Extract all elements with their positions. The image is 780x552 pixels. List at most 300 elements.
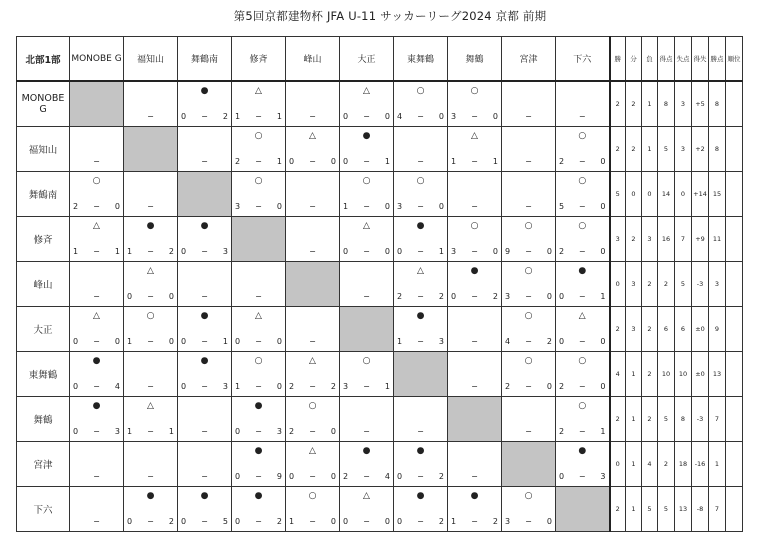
score-left: 1: [289, 517, 295, 526]
score-dash: −: [525, 517, 532, 526]
score-dash: −: [578, 157, 586, 166]
stat-cell: 16: [658, 217, 675, 262]
row-team-header: 福知山: [17, 127, 70, 172]
score-dash: −: [417, 472, 424, 481]
stat-cell: 2: [610, 397, 626, 442]
score-dash: −: [578, 247, 586, 256]
diagonal-cell: [556, 487, 610, 532]
diagonal-cell: [394, 352, 448, 397]
result-mark: ●: [416, 311, 425, 321]
score: [127, 337, 174, 347]
score-dash: −: [363, 202, 370, 211]
score-right: 0: [600, 337, 606, 346]
match-cell: [448, 81, 502, 127]
score: [505, 292, 552, 302]
stat-cell: [726, 487, 743, 532]
not-played-dash: −: [201, 472, 208, 481]
match-cell: [70, 127, 124, 172]
league-table: [16, 36, 743, 532]
score-dash: −: [309, 517, 316, 526]
score-right: 2: [492, 292, 498, 301]
stat-cell: 0: [642, 172, 658, 217]
score-right: 0: [546, 292, 552, 301]
result-mark: △: [309, 446, 316, 456]
result-mark: ○: [524, 221, 533, 231]
match-cell: [340, 397, 394, 442]
match-cell: [448, 442, 502, 487]
match-cell: [232, 127, 286, 172]
match-cell: [394, 397, 448, 442]
result-mark: ●: [362, 446, 371, 456]
score-left: 3: [397, 202, 403, 211]
score-dash: −: [417, 247, 424, 256]
result-mark: ○: [578, 401, 587, 411]
score-left: 1: [127, 337, 133, 346]
row-team-header: MONOBE G: [17, 81, 70, 127]
score-dash: −: [578, 202, 586, 211]
result-mark: △: [309, 131, 316, 141]
score: [181, 337, 228, 347]
not-played-dash: −: [309, 202, 316, 211]
score-left: 0: [343, 517, 349, 526]
not-played-dash: −: [147, 112, 154, 121]
stat-cell: -3: [692, 262, 709, 307]
score-left: 3: [505, 517, 511, 526]
score: [73, 202, 120, 212]
row-team-header: 修斉: [17, 217, 70, 262]
not-played-dash: −: [417, 157, 424, 166]
column-stat-header: 得失: [692, 37, 709, 82]
score-right: 4: [114, 382, 120, 391]
stat-cell: ±0: [692, 352, 709, 397]
score-dash: −: [255, 112, 262, 121]
score-dash: −: [309, 382, 316, 391]
match-cell: [286, 81, 340, 127]
match-cell: [124, 172, 178, 217]
column-team-header: 舞鶴南: [178, 37, 232, 82]
match-cell: [394, 487, 448, 532]
score: [235, 337, 282, 347]
score-dash: −: [255, 337, 262, 346]
not-played-dash: −: [525, 427, 532, 436]
score-dash: −: [471, 292, 478, 301]
score: [451, 112, 498, 122]
match-cell: [70, 352, 124, 397]
stat-cell: 5: [610, 172, 626, 217]
score-dash: −: [147, 517, 154, 526]
match-cell: [178, 217, 232, 262]
not-played-dash: −: [363, 292, 370, 301]
stat-cell: 2: [642, 397, 658, 442]
score: [559, 427, 606, 437]
page-title: 第5回京都建物杯 JFA U-11 サッカーリーグ2024 京都 前期: [233, 9, 547, 23]
not-played-dash: −: [309, 112, 316, 121]
score: [559, 472, 606, 482]
match-cell: [556, 172, 610, 217]
score-dash: −: [525, 337, 532, 346]
match-cell: [124, 81, 178, 127]
score-dash: −: [309, 157, 316, 166]
score: [289, 472, 336, 482]
score: [73, 337, 120, 347]
score-dash: −: [471, 517, 478, 526]
score-right: 3: [438, 337, 444, 346]
score: [505, 382, 552, 392]
stat-cell: -16: [692, 442, 709, 487]
result-mark: ○: [578, 356, 587, 366]
stat-cell: 3: [709, 262, 726, 307]
result-mark: ○: [146, 311, 155, 321]
result-mark: ○: [254, 176, 263, 186]
score-dash: −: [363, 157, 370, 166]
score-left: 2: [397, 292, 403, 301]
score: [235, 472, 282, 482]
result-mark: ○: [470, 86, 479, 96]
column-stat-header: 勝: [610, 37, 626, 82]
score-right: 1: [276, 112, 282, 121]
score-right: 0: [330, 157, 336, 166]
score-right: 0: [330, 427, 336, 436]
score: [451, 517, 498, 527]
match-cell: [502, 217, 556, 262]
result-mark: △: [147, 401, 154, 411]
stat-cell: +5: [692, 81, 709, 127]
result-mark: △: [93, 311, 100, 321]
result-mark: △: [309, 356, 316, 366]
score: [343, 202, 390, 212]
match-cell: [286, 442, 340, 487]
score: [73, 382, 120, 392]
stat-cell: 2: [610, 81, 626, 127]
score-dash: −: [147, 292, 154, 301]
score: [505, 517, 552, 527]
row-team-header: 大正: [17, 307, 70, 352]
result-mark: ○: [308, 401, 317, 411]
score-dash: −: [471, 112, 478, 121]
column-stat-header: 勝点: [709, 37, 726, 82]
match-cell: [178, 81, 232, 127]
match-cell: [286, 307, 340, 352]
stat-cell: [726, 217, 743, 262]
not-played-dash: −: [578, 112, 586, 121]
match-cell: [502, 307, 556, 352]
score-dash: −: [201, 382, 208, 391]
stat-cell: 2: [642, 352, 658, 397]
match-cell: [232, 352, 286, 397]
score: [235, 112, 282, 122]
stat-cell: 3: [626, 262, 642, 307]
score-left: 0: [73, 337, 79, 346]
match-cell: [70, 217, 124, 262]
match-cell: [286, 172, 340, 217]
score-dash: −: [201, 112, 208, 121]
result-mark: △: [147, 266, 154, 276]
table-row: [17, 442, 743, 487]
score: [397, 292, 444, 302]
score-left: 0: [451, 292, 457, 301]
result-mark: ●: [470, 266, 479, 276]
score-left: 2: [559, 157, 565, 166]
score-left: 4: [397, 112, 403, 121]
score-dash: −: [525, 247, 532, 256]
score-dash: −: [255, 382, 262, 391]
result-mark: △: [363, 86, 370, 96]
stat-cell: 2: [658, 442, 675, 487]
score: [397, 472, 444, 482]
stat-cell: 1: [642, 81, 658, 127]
match-cell: [232, 262, 286, 307]
score-right: 0: [276, 202, 282, 211]
not-played-dash: −: [201, 427, 208, 436]
match-cell: [556, 81, 610, 127]
stat-cell: -3: [692, 397, 709, 442]
match-cell: [124, 217, 178, 262]
score: [127, 517, 174, 527]
match-cell: [394, 307, 448, 352]
not-played-dash: −: [417, 427, 424, 436]
match-cell: [502, 397, 556, 442]
score-left: 1: [343, 202, 349, 211]
column-stat-header: 分: [626, 37, 642, 82]
score-left: 3: [451, 112, 457, 121]
result-mark: ●: [200, 221, 209, 231]
match-cell: [340, 127, 394, 172]
score-left: 1: [73, 247, 79, 256]
score-dash: −: [93, 427, 100, 436]
score: [505, 337, 552, 347]
not-played-dash: −: [93, 472, 100, 481]
result-mark: ○: [524, 311, 533, 321]
table-row: [17, 262, 743, 307]
score-dash: −: [471, 157, 478, 166]
match-cell: [502, 262, 556, 307]
score-dash: −: [578, 427, 586, 436]
match-cell: [502, 487, 556, 532]
stat-cell: 2: [626, 127, 642, 172]
score-dash: −: [578, 472, 586, 481]
score-right: 0: [438, 112, 444, 121]
stat-cell: 2: [658, 262, 675, 307]
row-team-header: 下六: [17, 487, 70, 532]
column-team-header: 峰山: [286, 37, 340, 82]
result-mark: ●: [254, 446, 263, 456]
match-cell: [448, 172, 502, 217]
stat-cell: 8: [658, 81, 675, 127]
score-right: 2: [438, 517, 444, 526]
score-left: 0: [397, 472, 403, 481]
stat-cell: 15: [709, 172, 726, 217]
not-played-dash: −: [255, 292, 262, 301]
score-dash: −: [363, 517, 370, 526]
stat-cell: 10: [675, 352, 692, 397]
result-mark: △: [255, 86, 262, 96]
diagonal-cell: [448, 397, 502, 442]
stat-cell: 13: [709, 352, 726, 397]
result-mark: ○: [416, 86, 425, 96]
stat-cell: [726, 127, 743, 172]
not-played-dash: −: [309, 247, 316, 256]
score-right: 0: [600, 157, 606, 166]
result-mark: △: [93, 221, 100, 231]
score-left: 0: [235, 517, 241, 526]
column-team-header: 大正: [340, 37, 394, 82]
table-row: [17, 217, 743, 262]
result-mark: ○: [578, 176, 587, 186]
score: [127, 427, 174, 437]
score-left: 3: [235, 202, 241, 211]
stat-cell: 5: [658, 397, 675, 442]
match-cell: [340, 442, 394, 487]
match-cell: [556, 397, 610, 442]
score-right: 1: [600, 292, 606, 301]
match-cell: [340, 487, 394, 532]
column-team-header: MONOBE G: [70, 37, 124, 82]
score: [235, 382, 282, 392]
score: [559, 247, 606, 257]
stat-cell: 9: [709, 307, 726, 352]
match-cell: [178, 352, 232, 397]
score: [73, 247, 120, 257]
result-mark: ●: [92, 356, 101, 366]
not-played-dash: −: [471, 382, 478, 391]
stat-cell: [726, 352, 743, 397]
score-dash: −: [363, 382, 370, 391]
diagonal-cell: [124, 127, 178, 172]
score: [397, 247, 444, 257]
row-team-header: 舞鶴: [17, 397, 70, 442]
not-played-dash: −: [525, 112, 532, 121]
score: [397, 112, 444, 122]
score-dash: −: [578, 382, 586, 391]
match-cell: [340, 217, 394, 262]
result-mark: ●: [92, 401, 101, 411]
diagonal-cell: [178, 172, 232, 217]
score-right: 9: [276, 472, 282, 481]
score-left: 0: [181, 247, 187, 256]
result-mark: ●: [416, 491, 425, 501]
score-left: 4: [505, 337, 511, 346]
score-left: 3: [505, 292, 511, 301]
stat-cell: 18: [675, 442, 692, 487]
not-played-dash: −: [525, 157, 532, 166]
result-mark: △: [363, 491, 370, 501]
stat-cell: 5: [642, 487, 658, 532]
match-cell: [124, 442, 178, 487]
match-cell: [70, 487, 124, 532]
score-left: 0: [235, 427, 241, 436]
score-right: 3: [276, 427, 282, 436]
not-played-dash: −: [471, 472, 478, 481]
score-dash: −: [93, 337, 100, 346]
score-right: 2: [492, 517, 498, 526]
result-mark: ●: [578, 266, 587, 276]
stat-cell: 11: [709, 217, 726, 262]
score: [181, 247, 228, 257]
stat-cell: 14: [658, 172, 675, 217]
score: [559, 337, 606, 347]
score-right: 3: [222, 382, 228, 391]
score-left: 2: [559, 427, 565, 436]
score-left: 0: [73, 382, 79, 391]
match-cell: [286, 397, 340, 442]
score: [343, 517, 390, 527]
stat-cell: 10: [658, 352, 675, 397]
column-team-header: 東舞鶴: [394, 37, 448, 82]
result-mark: △: [471, 131, 478, 141]
match-cell: [556, 307, 610, 352]
score-dash: −: [201, 337, 208, 346]
match-cell: [232, 307, 286, 352]
score: [559, 292, 606, 302]
match-cell: [70, 172, 124, 217]
stat-cell: 2: [626, 217, 642, 262]
column-stat-header: 得点: [658, 37, 675, 82]
stat-cell: 3: [675, 127, 692, 172]
match-cell: [124, 307, 178, 352]
score: [235, 427, 282, 437]
match-cell: [394, 262, 448, 307]
result-mark: ○: [254, 356, 263, 366]
result-mark: ○: [92, 176, 101, 186]
score-right: 0: [330, 472, 336, 481]
result-mark: △: [255, 311, 262, 321]
score-left: 0: [343, 157, 349, 166]
result-mark: ●: [200, 356, 209, 366]
match-cell: [556, 127, 610, 172]
match-cell: [124, 397, 178, 442]
column-stat-header: 失点: [675, 37, 692, 82]
score-right: 0: [330, 517, 336, 526]
score-dash: −: [93, 382, 100, 391]
score-left: 0: [397, 517, 403, 526]
stat-cell: 13: [675, 487, 692, 532]
row-team-header: 東舞鶴: [17, 352, 70, 397]
not-played-dash: −: [471, 202, 478, 211]
score: [289, 382, 336, 392]
stat-cell: 3: [675, 81, 692, 127]
score-right: 3: [114, 427, 120, 436]
match-cell: [448, 127, 502, 172]
match-cell: [556, 442, 610, 487]
not-played-dash: −: [147, 382, 154, 391]
score-right: 1: [384, 382, 390, 391]
match-cell: [556, 217, 610, 262]
score: [181, 112, 228, 122]
not-played-dash: −: [525, 202, 532, 211]
stat-cell: +9: [692, 217, 709, 262]
score-left: 3: [343, 382, 349, 391]
score: [451, 247, 498, 257]
match-cell: [340, 262, 394, 307]
score-right: 3: [222, 247, 228, 256]
score-right: 0: [384, 202, 390, 211]
match-cell: [232, 81, 286, 127]
score-right: 5: [222, 517, 228, 526]
result-mark: ○: [578, 131, 587, 141]
match-cell: [286, 127, 340, 172]
score-left: 0: [343, 247, 349, 256]
match-cell: [70, 397, 124, 442]
stat-cell: 5: [658, 127, 675, 172]
score-left: 1: [127, 427, 133, 436]
score-right: 2: [168, 247, 174, 256]
score-right: 2: [546, 337, 552, 346]
stat-cell: [726, 307, 743, 352]
score-dash: −: [578, 292, 586, 301]
stat-cell: 8: [675, 397, 692, 442]
score: [181, 517, 228, 527]
score-right: 0: [276, 382, 282, 391]
